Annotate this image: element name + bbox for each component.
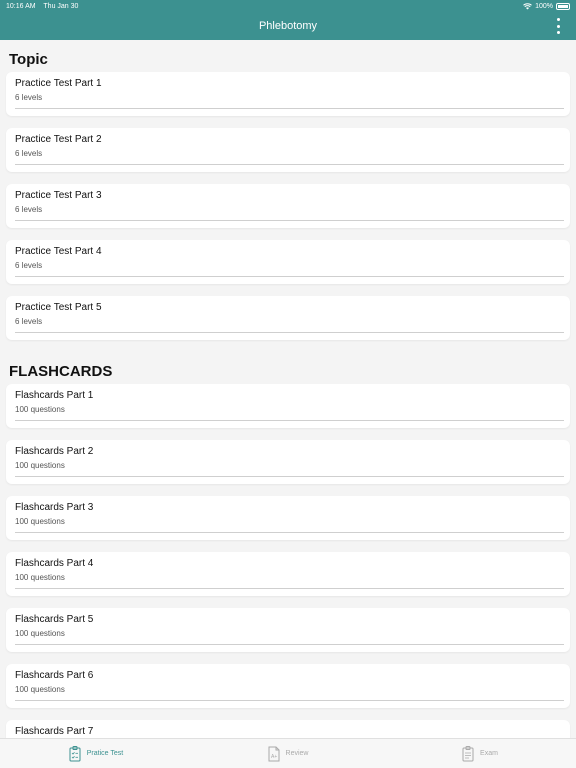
flashcards-list bbox=[0, 384, 576, 764]
item-title: Flashcards Part 6 bbox=[15, 670, 94, 681]
practice-test-item[interactable] bbox=[6, 128, 570, 172]
flashcard-item[interactable] bbox=[6, 496, 570, 540]
tab-bar bbox=[0, 738, 576, 768]
item-subtitle: 6 levels bbox=[15, 317, 43, 326]
item-subtitle: 100 questions bbox=[15, 629, 65, 638]
clipboard-check-icon bbox=[69, 746, 81, 762]
practice-test-item[interactable] bbox=[6, 296, 570, 340]
tab-label: Review bbox=[285, 750, 309, 757]
flashcard-item[interactable] bbox=[6, 440, 570, 484]
progress-bar bbox=[15, 220, 564, 221]
item-subtitle: 6 levels bbox=[15, 149, 43, 158]
item-subtitle: 6 levels bbox=[15, 261, 43, 270]
tab-exam[interactable] bbox=[384, 739, 576, 768]
more-dot-icon bbox=[557, 31, 560, 34]
item-title: Practice Test Part 4 bbox=[15, 246, 102, 257]
item-title: Practice Test Part 2 bbox=[15, 134, 102, 145]
practice-test-item[interactable] bbox=[6, 72, 570, 116]
flashcard-item[interactable] bbox=[6, 664, 570, 708]
item-title: Practice Test Part 5 bbox=[15, 302, 102, 313]
more-dot-icon bbox=[557, 25, 560, 28]
item-title: Flashcards Part 4 bbox=[15, 558, 94, 569]
progress-bar bbox=[15, 532, 564, 533]
item-title: Flashcards Part 2 bbox=[15, 446, 94, 457]
section-title-topic: Topic bbox=[9, 51, 48, 68]
progress-bar bbox=[15, 588, 564, 589]
battery-icon bbox=[556, 3, 570, 10]
status-date: Thu Jan 30 bbox=[43, 2, 79, 10]
progress-bar bbox=[15, 644, 564, 645]
progress-bar bbox=[15, 276, 564, 277]
clipboard-list-icon bbox=[462, 746, 474, 762]
item-subtitle: 100 questions bbox=[15, 461, 65, 470]
wifi-icon bbox=[523, 3, 532, 10]
progress-bar bbox=[15, 476, 564, 477]
status-bar bbox=[0, 0, 576, 12]
progress-bar bbox=[15, 108, 564, 109]
item-subtitle: 100 questions bbox=[15, 685, 65, 694]
status-left bbox=[6, 3, 84, 10]
progress-bar bbox=[15, 420, 564, 421]
item-subtitle: 6 levels bbox=[15, 93, 43, 102]
progress-bar bbox=[15, 164, 564, 165]
flashcard-item[interactable] bbox=[6, 384, 570, 428]
battery-percent: 100% bbox=[535, 2, 553, 10]
item-title: Flashcards Part 5 bbox=[15, 614, 94, 625]
progress-bar bbox=[15, 700, 564, 701]
item-title: Flashcards Part 7 bbox=[15, 726, 94, 737]
section-title-flashcards: FLASHCARDS bbox=[9, 363, 113, 380]
more-dot-icon bbox=[557, 18, 560, 21]
item-title: Practice Test Part 3 bbox=[15, 190, 102, 201]
item-subtitle: 100 questions bbox=[15, 517, 65, 526]
page-title: Phlebotomy bbox=[258, 20, 318, 32]
svg-text:A+: A+ bbox=[270, 753, 277, 760]
tab-label: Pratice Test bbox=[86, 750, 124, 757]
tab-pratice-test[interactable] bbox=[0, 739, 192, 768]
item-subtitle: 100 questions bbox=[15, 405, 65, 414]
flashcard-item[interactable] bbox=[6, 608, 570, 652]
progress-bar bbox=[15, 332, 564, 333]
item-title: Practice Test Part 1 bbox=[15, 78, 102, 89]
topic-list bbox=[0, 72, 576, 340]
status-time: 10:16 AM bbox=[6, 2, 36, 10]
practice-test-item[interactable] bbox=[6, 184, 570, 228]
practice-test-item[interactable] bbox=[6, 240, 570, 284]
tab-review[interactable] bbox=[192, 739, 384, 768]
content-scroll[interactable] bbox=[0, 40, 576, 738]
nav-bar bbox=[0, 12, 576, 40]
item-title: Flashcards Part 3 bbox=[15, 502, 94, 513]
tab-label: Exam bbox=[480, 750, 498, 757]
item-subtitle: 6 levels bbox=[15, 205, 43, 214]
status-right bbox=[523, 3, 570, 10]
item-subtitle: 100 questions bbox=[15, 573, 65, 582]
more-menu-button[interactable] bbox=[554, 18, 562, 34]
flashcard-item[interactable] bbox=[6, 552, 570, 596]
document-grade-icon bbox=[268, 746, 280, 762]
item-title: Flashcards Part 1 bbox=[15, 390, 94, 401]
